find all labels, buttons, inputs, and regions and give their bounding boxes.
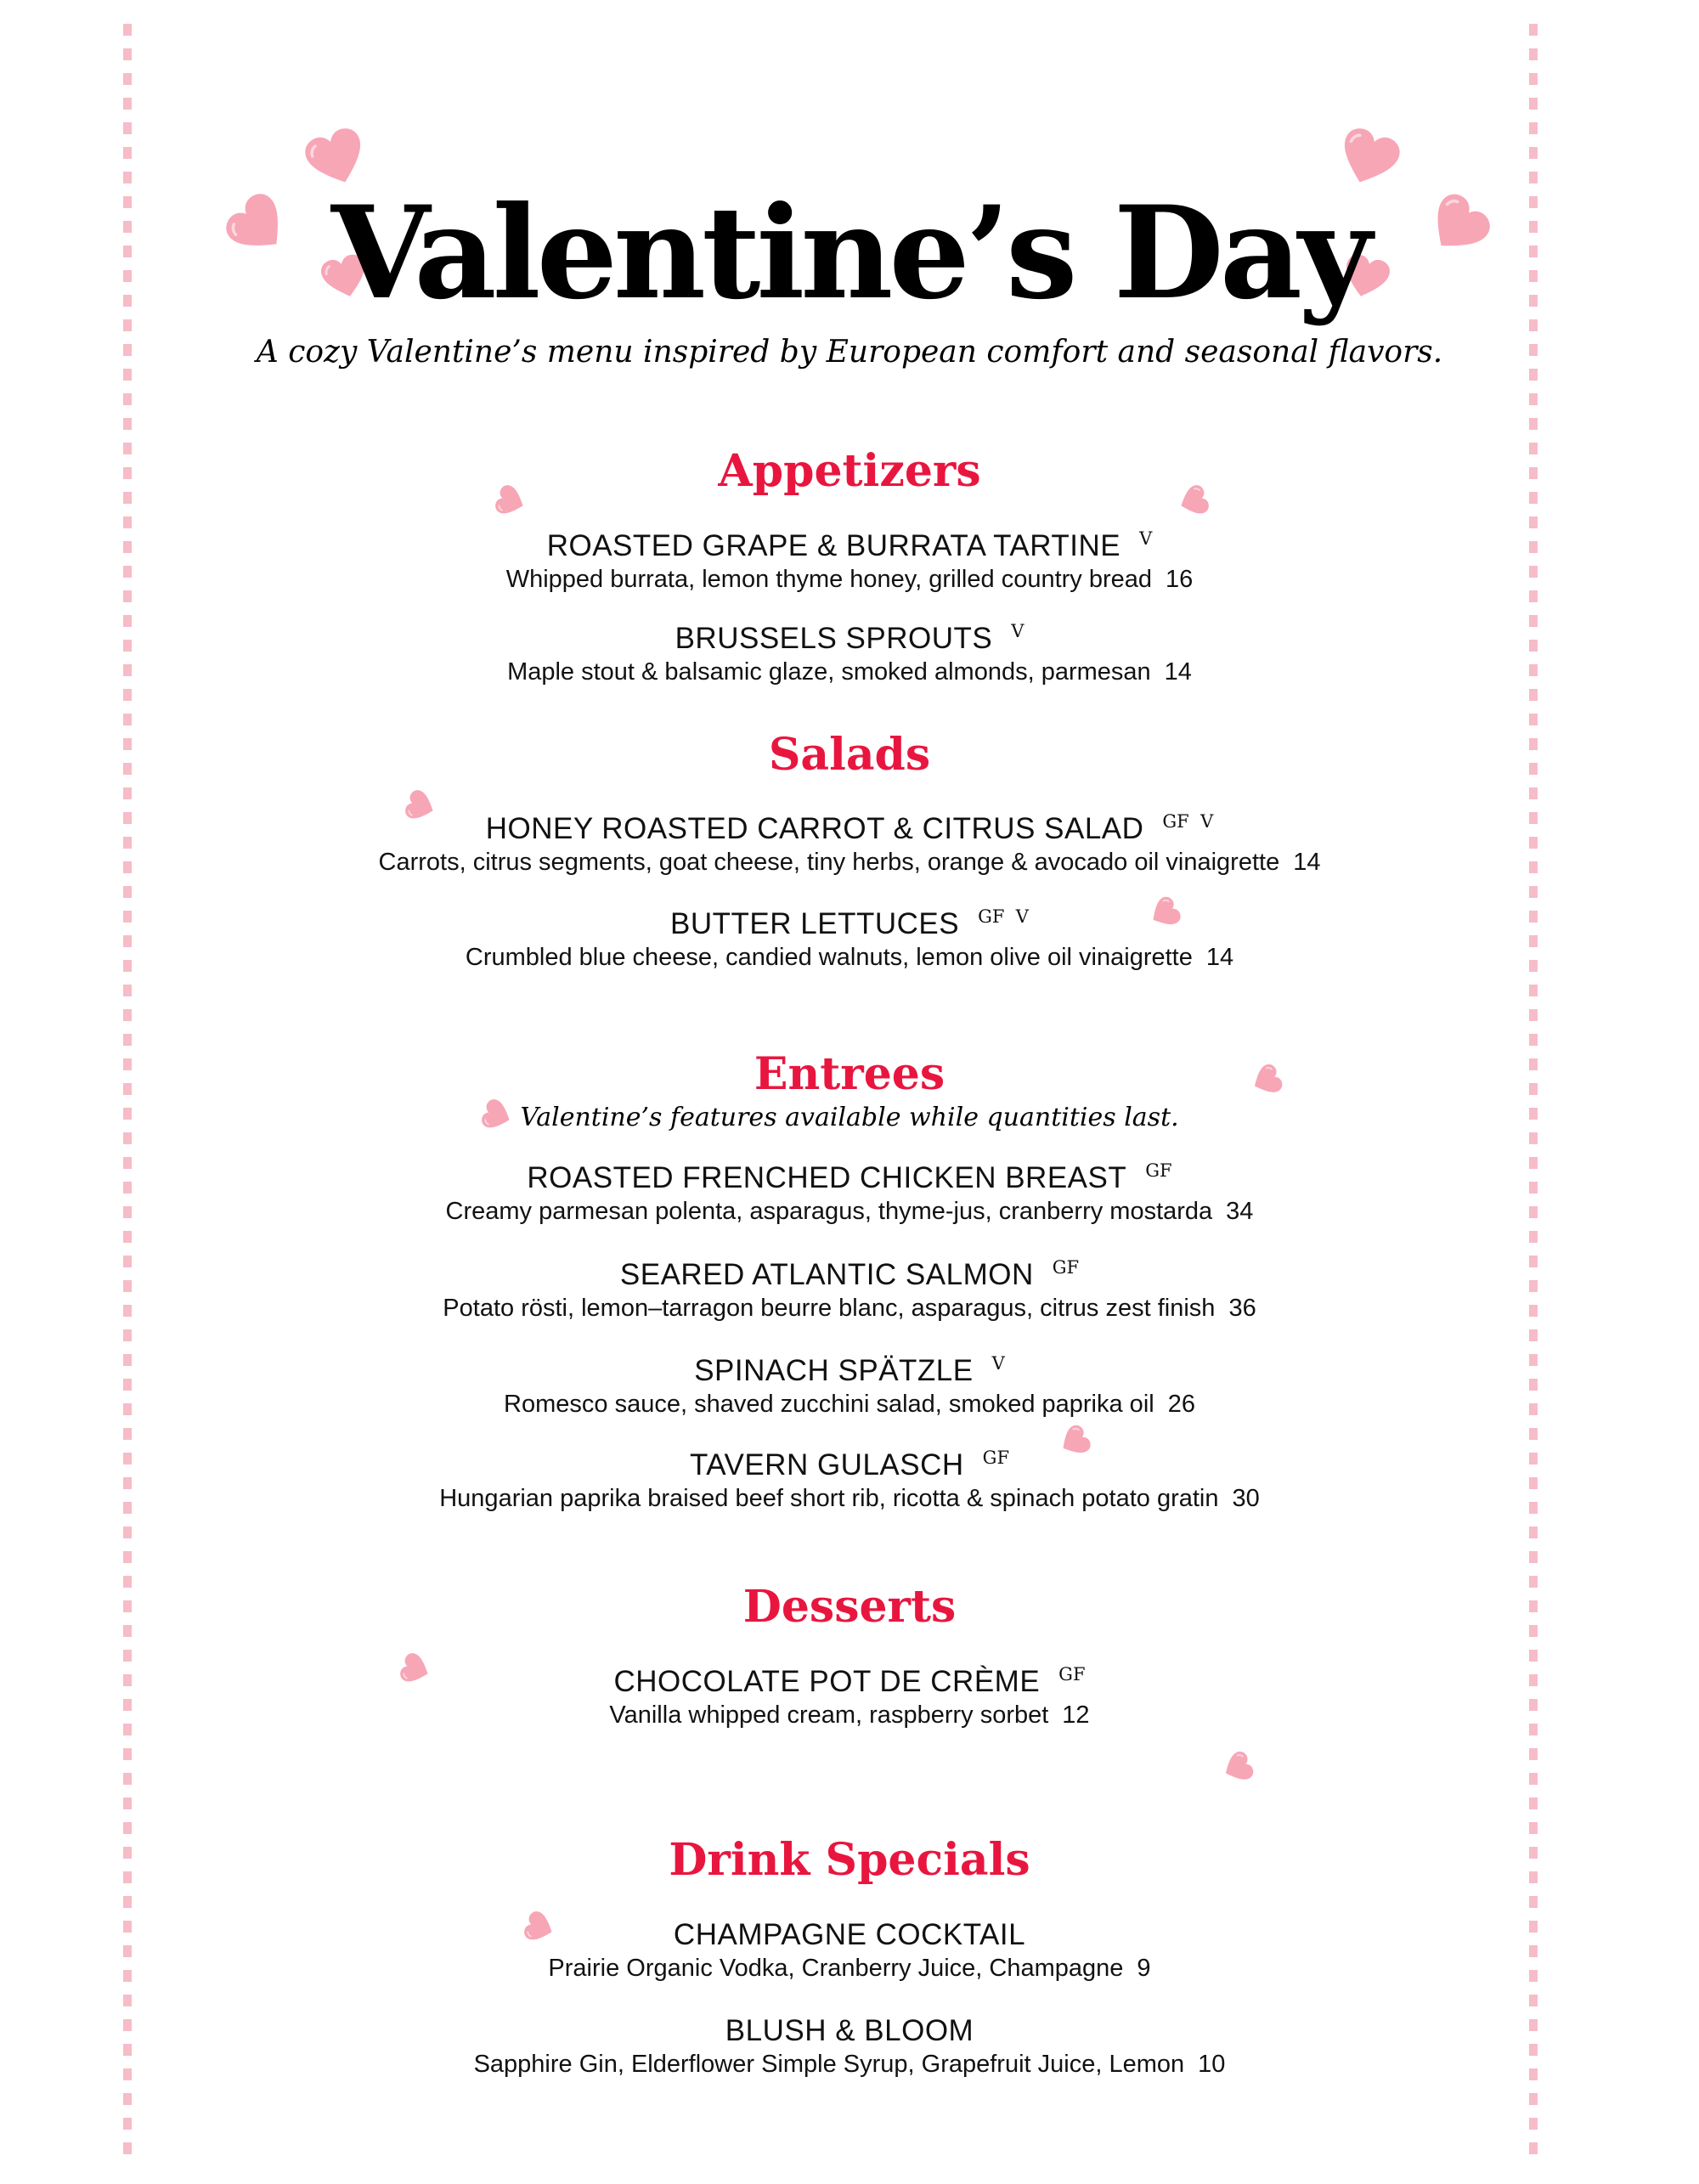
item-description: Potato rösti, lemon–tarragon beurre blanc, asparagus, citrus zest finish [443, 1295, 1216, 1322]
section-title-appetizers: Appetizers [718, 445, 981, 497]
item-description: Vanilla whipped cream, raspberry sorbet [609, 1701, 1049, 1729]
item-price: 9 [1137, 1955, 1151, 1982]
dietary-tag: GF [1058, 1664, 1086, 1685]
menu-item [0, 1353, 1699, 1419]
item-name: ROASTED GRAPE & BURRATA TARTINE [546, 529, 1121, 562]
dietary-tag: V [1139, 528, 1153, 549]
menu-item [0, 1257, 1699, 1323]
item-name: TAVERN GULASCH [689, 1448, 964, 1481]
item-description: Hungarian paprika braised beef short rib, ricotta & spinach potato gratin [439, 1485, 1219, 1512]
menu-item [0, 1664, 1699, 1730]
item-price: 26 [1167, 1391, 1195, 1418]
menu-item [0, 1448, 1699, 1514]
item-description: Sapphire Gin, Elderflower Simple Syrup, Grapefruit Juice, Lemon [473, 2051, 1185, 2078]
dietary-tag: GF V [1162, 811, 1214, 832]
section-title-salads: Salads [768, 729, 931, 781]
item-name: CHOCOLATE POT DE CRÈME [613, 1665, 1041, 1698]
item-name: BUTTER LETTUCES [670, 907, 960, 940]
item-description: Romesco sauce, shaved zucchini salad, smoked paprika oil [504, 1391, 1154, 1418]
dietary-tag: V [1011, 621, 1024, 641]
item-price: 14 [1293, 849, 1321, 876]
item-price: 10 [1198, 2051, 1226, 2078]
item-price: 14 [1205, 944, 1234, 971]
section-title-entrees: Entrees [754, 1048, 945, 1100]
dietary-tag: GF [982, 1448, 1010, 1468]
dietary-tag: V [991, 1353, 1005, 1374]
item-name: BRUSSELS SPROUTS [675, 622, 993, 655]
section-title-drink-specials: Drink Specials [669, 1834, 1030, 1886]
menu-item [0, 906, 1699, 973]
item-price: 16 [1166, 566, 1194, 593]
menu-item [0, 621, 1699, 687]
menu-item [0, 1160, 1699, 1227]
item-description: Whipped burrata, lemon thyme honey, grilled country bread [505, 566, 1153, 593]
item-name: BLUSH & BLOOM [725, 2014, 974, 2047]
item-description: Creamy parmesan polenta, asparagus, thyme-jus, cranberry mostarda [445, 1198, 1213, 1225]
section-note: Valentine’s features available while quantities last. [520, 1103, 1179, 1132]
page-subtitle: A cozy Valentine’s menu inspired by European comfort and seasonal flavors. [256, 335, 1443, 370]
item-description: Maple stout & balsamic glaze, smoked almonds, parmesan [507, 658, 1151, 686]
dietary-tag: GF [1052, 1257, 1080, 1278]
page-title: Valentine’s Day [330, 178, 1369, 328]
menu-item [0, 528, 1699, 595]
item-name: ROASTED FRENCHED CHICKEN BREAST [527, 1161, 1127, 1194]
menu-item [0, 2013, 1699, 2080]
item-price: 30 [1232, 1485, 1260, 1512]
section-title-desserts: Desserts [742, 1581, 957, 1633]
item-name: CHAMPAGNE COCKTAIL [673, 1918, 1026, 1951]
item-description: Crumbled blue cheese, candied walnuts, lemon olive oil vinaigrette [465, 944, 1193, 971]
item-description: Prairie Organic Vodka, Cranberry Juice, Champagne [548, 1955, 1124, 1982]
item-price: 12 [1062, 1701, 1090, 1729]
item-price: 34 [1226, 1198, 1254, 1225]
item-description: Carrots, citrus segments, goat cheese, tiny herbs, orange & avocado oil vinaigrette [378, 849, 1280, 876]
heart-icon [1218, 1747, 1258, 1789]
item-price: 14 [1164, 658, 1192, 686]
item-name: SEARED ATLANTIC SALMON [619, 1258, 1034, 1291]
dietary-tag: GF [1145, 1160, 1172, 1181]
item-name: SPINACH SPÄTZLE [694, 1354, 974, 1387]
item-name: HONEY ROASTED CARROT & CITRUS SALAD [485, 812, 1144, 845]
menu-item [0, 811, 1699, 878]
item-price: 36 [1228, 1295, 1256, 1322]
dietary-tag: GF V [978, 906, 1029, 927]
menu-item [0, 1917, 1699, 1984]
